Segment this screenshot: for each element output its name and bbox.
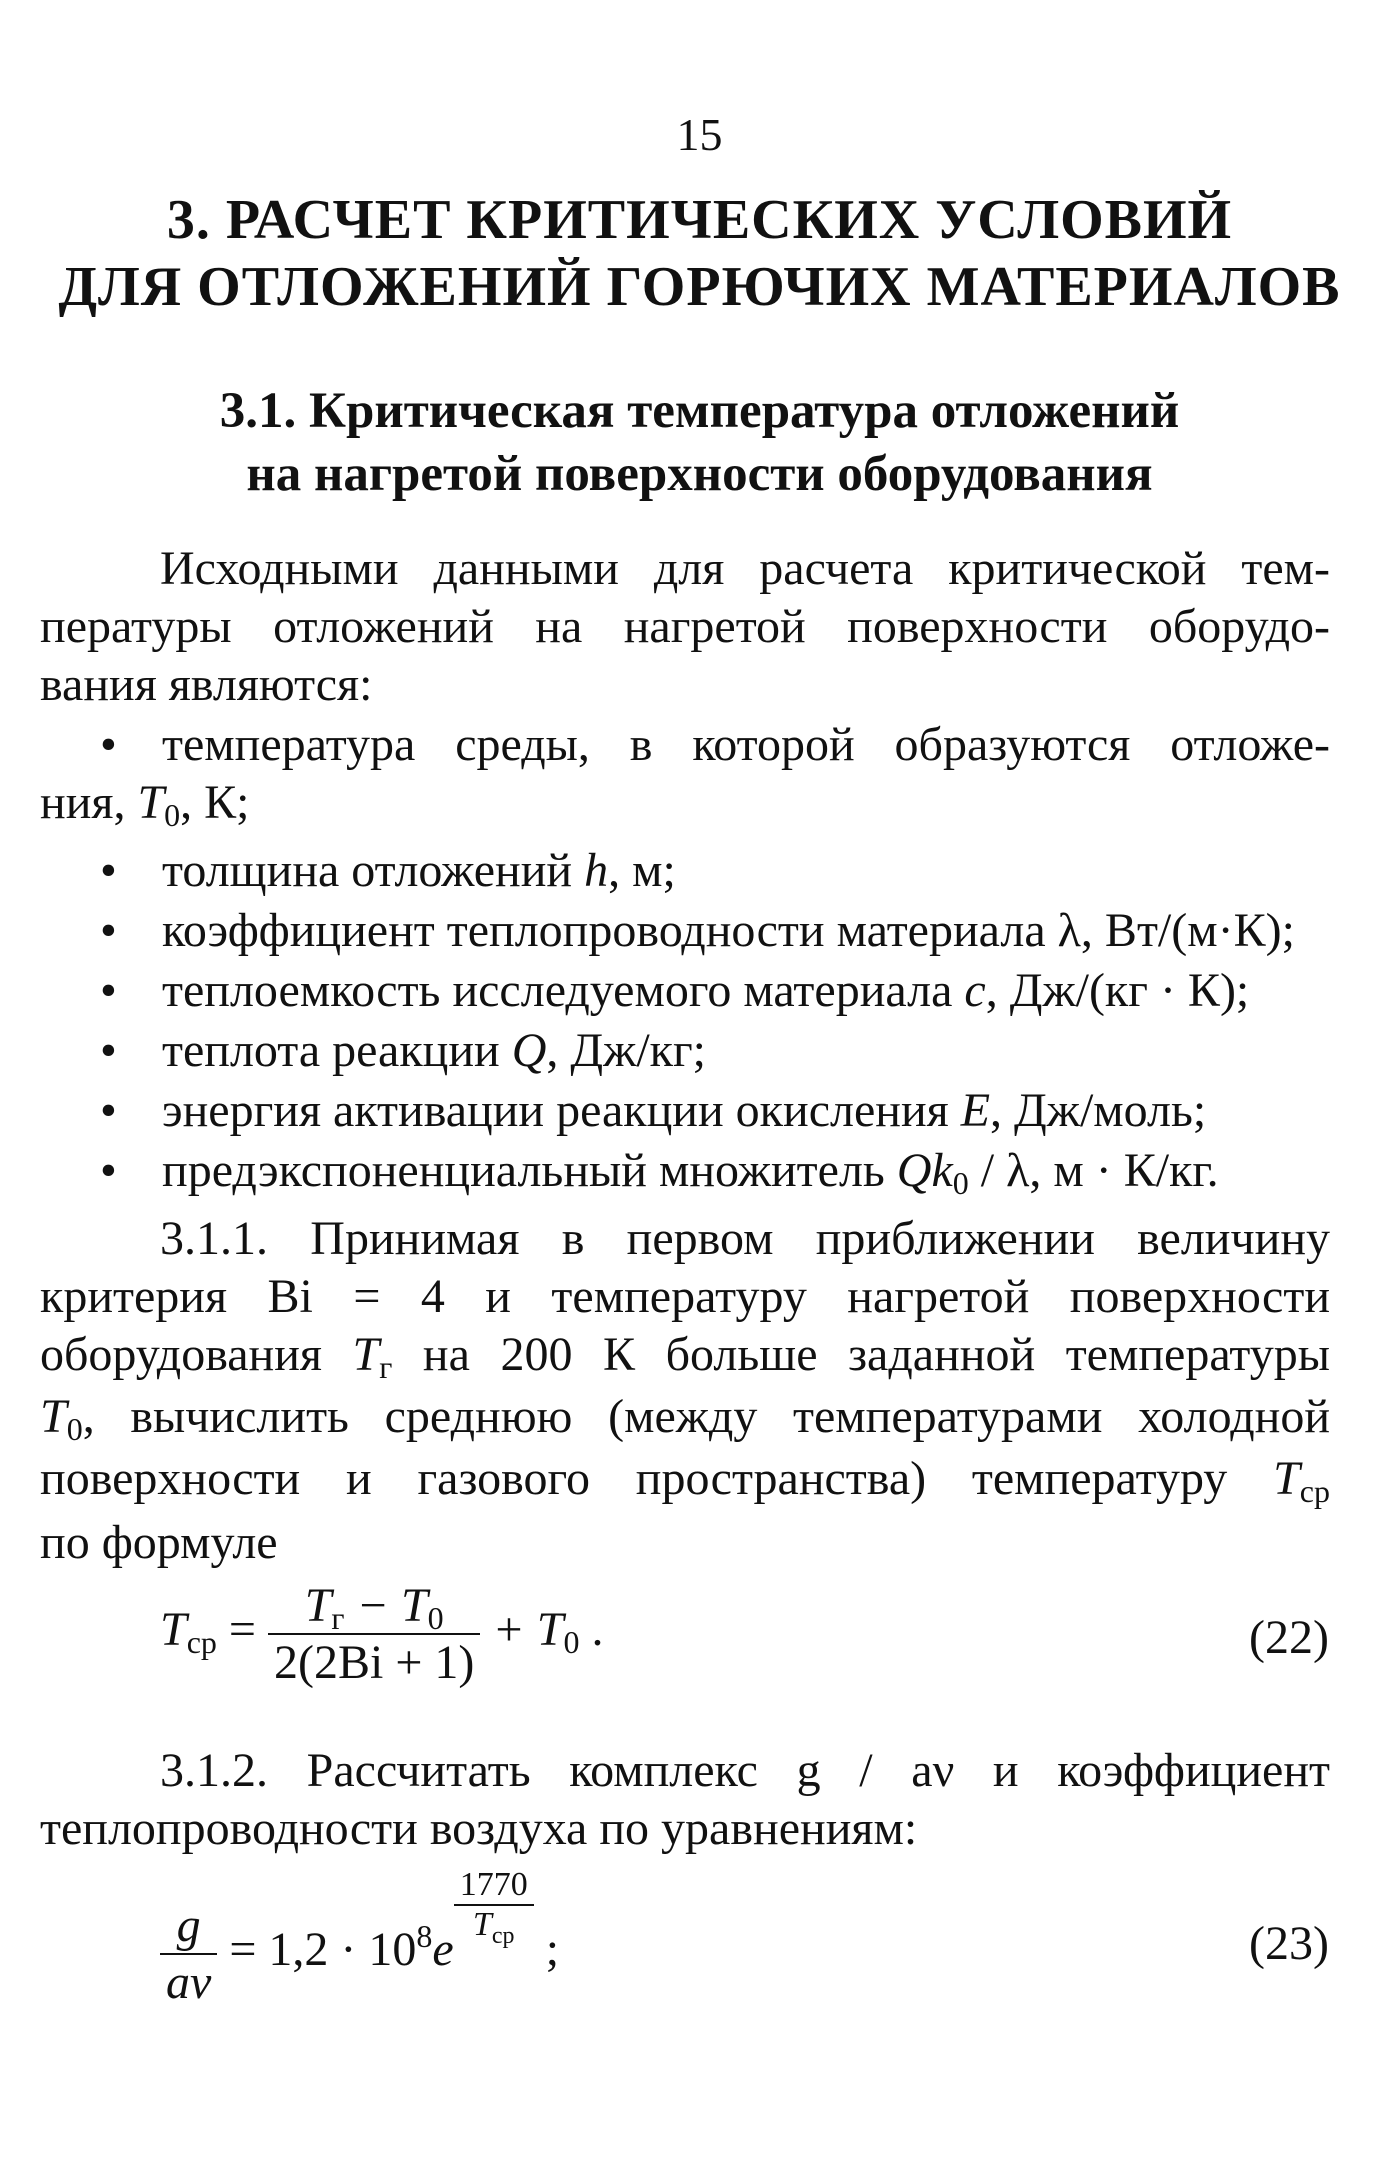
p311-line3	[40, 1326, 1330, 1384]
equation-23	[160, 1866, 559, 2010]
subscript: 0	[952, 1165, 969, 1201]
bullet-item-5	[100, 1022, 1330, 1080]
section-title-line1: 3.1. Критическая температура отложений	[219, 383, 1180, 439]
equation-number-22: (22)	[1249, 1611, 1329, 1664]
subscript: ср	[186, 1624, 217, 1661]
text: предэкспоненциальный множитель	[162, 1144, 897, 1197]
numerator	[268, 1578, 480, 1635]
text: поверхности и газового пространства) температуру	[40, 1452, 1274, 1505]
subscript: г	[379, 1349, 393, 1385]
subscript: 0	[164, 797, 181, 833]
equals: =	[216, 1603, 268, 1657]
bullet-item-1	[100, 716, 1330, 774]
bullet-icon: •	[100, 844, 117, 897]
bullet-item-3	[100, 902, 1330, 960]
text: , м;	[608, 844, 676, 897]
text: оборудования	[40, 1328, 353, 1381]
denominator	[160, 1955, 217, 2010]
var: T	[1273, 1452, 1300, 1505]
bullet-icon: •	[100, 1144, 117, 1197]
fraction	[268, 1578, 480, 1690]
subscript: г	[331, 1600, 345, 1636]
var: h	[584, 844, 609, 897]
intro-line1: Исходными данными для расчета критической тем-	[160, 542, 1330, 595]
bullet-item-2	[100, 842, 1330, 900]
var: e	[432, 1923, 454, 1976]
text: толщина отложений	[162, 844, 585, 897]
text: ;	[533, 1923, 560, 1976]
var: − T	[344, 1579, 428, 1632]
text: энергия активации реакции окисления	[162, 1084, 961, 1137]
text: , Дж/(кг · К);	[985, 964, 1250, 1017]
fraction	[160, 1898, 217, 2010]
p311-line4	[40, 1388, 1330, 1446]
var: T	[160, 1603, 187, 1657]
bullet-icon: •	[100, 1024, 117, 1077]
p311-line2: критерия Bi = 4 и температуру нагретой поверхности	[40, 1270, 1330, 1323]
text: .	[579, 1603, 604, 1657]
var: c	[964, 964, 986, 1017]
equation-22	[160, 1578, 603, 1690]
subscript: ср	[491, 1923, 515, 1949]
bullet-icon: •	[100, 1084, 117, 1137]
page-number: 15	[676, 109, 723, 160]
text: , Дж/моль;	[990, 1084, 1207, 1137]
p312-line1: 3.1.2. Рассчитать комплекс g / aν и коэффициент	[160, 1744, 1330, 1797]
chapter-title-line1: 3. РАСЧЕТ КРИТИЧЕСКИХ УСЛОВИЙ	[166, 189, 1233, 251]
bullet-icon: •	[100, 718, 117, 771]
bullet-item-6	[100, 1082, 1330, 1140]
text: на 200 К больше заданной температуры	[392, 1328, 1331, 1381]
numerator	[160, 1898, 217, 1955]
var: T	[137, 776, 165, 829]
bullet-item-7	[100, 1142, 1330, 1200]
intro-line2: пературы отложений на нагретой поверхности оборудо-	[40, 600, 1330, 653]
var: Q	[511, 1024, 547, 1077]
text: коэффициент теплопроводности материала	[162, 904, 1058, 957]
var: E	[960, 1084, 991, 1137]
superscript: 8	[416, 1918, 433, 1954]
subscript: 0	[563, 1624, 580, 1661]
text: , Дж/кг;	[546, 1024, 706, 1077]
p312-line2: теплопроводности воздуха по уравнениям:	[40, 1802, 918, 1855]
var: + T	[480, 1603, 564, 1657]
var: λ	[1057, 904, 1081, 957]
p311-line5	[40, 1450, 1330, 1508]
subscript: ср	[1299, 1473, 1330, 1509]
var: Qk	[896, 1144, 953, 1197]
p311-line6: по формуле	[40, 1516, 278, 1569]
intro-line3: вания являются:	[40, 658, 373, 711]
equation-number-23: (23)	[1249, 1917, 1329, 1970]
text: теплота реакции	[162, 1024, 512, 1077]
var: g	[176, 1898, 201, 1952]
text: ния,	[40, 776, 138, 829]
subscript: 0	[66, 1411, 83, 1447]
bullet-icon: •	[100, 964, 117, 1017]
denominator	[454, 1906, 534, 1949]
text: , К;	[180, 776, 250, 829]
var: T	[472, 1906, 492, 1943]
text: = 1,2 · 10	[217, 1923, 417, 1976]
text: / λ, м · К/кг.	[968, 1144, 1219, 1197]
numerator: 1770	[454, 1866, 534, 1906]
bullet-1-text: температура среды, в которой образуются отложе-	[162, 718, 1330, 771]
text: , Вт/(м·К);	[1080, 904, 1295, 957]
bullet-item-4	[100, 962, 1330, 1020]
bullet-item-1-cont	[40, 774, 1330, 832]
var: T	[304, 1579, 332, 1632]
chapter-title-line2: ДЛЯ ОТЛОЖЕНИЙ ГОРЮЧИХ МАТЕРИАЛОВ	[58, 256, 1341, 318]
exponent-fraction	[454, 1866, 534, 1949]
denominator: 2(2Bi + 1)	[273, 1636, 475, 1689]
section-title-line2: на нагретой поверхности оборудования	[246, 446, 1153, 502]
var: T	[352, 1328, 380, 1381]
text: теплоемкость исследуемого материала	[162, 964, 965, 1017]
bullet-icon: •	[100, 904, 117, 957]
text: , вычислить среднюю (между температурами холодной	[82, 1390, 1330, 1443]
subscript: 0	[427, 1600, 444, 1636]
p311-line1: 3.1.1. Принимая в первом приближении величину	[160, 1212, 1330, 1265]
var: T	[40, 1390, 67, 1443]
var: aν	[166, 1955, 212, 2009]
